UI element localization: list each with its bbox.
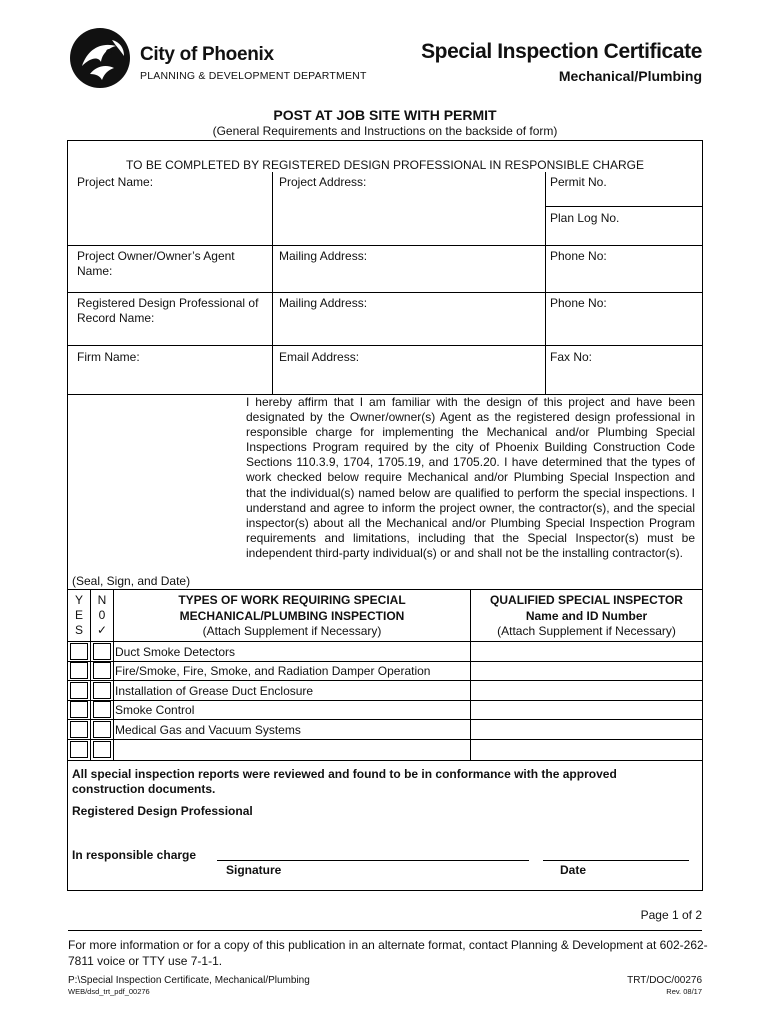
footer-divider <box>68 930 702 931</box>
document-subtitle: Mechanical/Plumbing <box>558 68 702 84</box>
work-type-medical-gas: Medical Gas and Vacuum Systems <box>115 723 301 737</box>
owner-agent-label <box>77 249 235 279</box>
document-number: TRT/DOC/00276 <box>627 975 702 986</box>
divider <box>272 172 273 394</box>
work-type-grease-duct: Installation of Grease Duct Enclosure <box>115 684 314 698</box>
rdp-record-label-line1: Registered Design Professional of <box>77 296 259 310</box>
plan-log-no-label: Plan Log No. <box>550 211 620 225</box>
work-type-header-line2: MECHANICAL/PLUMBING INSPECTION <box>179 608 405 623</box>
yes-letter: E <box>74 608 83 622</box>
no-checkbox[interactable] <box>93 662 111 679</box>
inspector-field[interactable] <box>471 720 702 739</box>
web-code: WEB/dsd_trt_pdf_00276 <box>68 987 150 996</box>
divider <box>67 245 703 246</box>
yes-letter: Y <box>74 593 83 607</box>
affirmation-text: I hereby affirm that I am familiar with the design of this project and have been designated by the Owner/owner(s) Agent as the registered design professional in responsible charge for implementing the Mechanical and/or Plumbing Special Inspections Program required by the city of Phoenix Building Construction Code Sections 110.3.9, 1704, 1705.19, and 1705.20. I have determined that the types of work checked below require Mechanical and/or Plumbing Special Inspection and that the individual(s) named below are qualified to perform the special inspections. I understand and agree to inform the project owner, the contractor(s), and the special inspector(s) about all the Mechanical and/or Plumbing Special Inspection Program requirements and limitations, including that the Special Inspector(s) must be independent third-party individual(s) or and shall not be the installing contractor(s). <box>246 395 695 560</box>
conformance-statement: All special inspection reports were reviewed and found to be in conformance with the approved construction documents. <box>72 767 617 796</box>
document-title: Special Inspection Certificate <box>421 40 702 63</box>
phone-no-label: Phone No: <box>550 296 607 310</box>
revision: Rev. 08/17 <box>666 987 702 996</box>
work-type-header-line3: (Attach Supplement if Necessary) <box>202 624 382 638</box>
no-checkbox[interactable] <box>93 721 111 738</box>
seal-label: (Seal, Sign, and Date) <box>72 574 191 588</box>
inspector-header-line3: (Attach Supplement if Necessary) <box>497 624 676 638</box>
work-type-duct-smoke-detectors: Duct Smoke Detectors <box>115 645 236 659</box>
fax-no-label: Fax No: <box>550 350 593 364</box>
inspector-header <box>471 593 702 640</box>
rdp-label: Registered Design Professional <box>72 804 253 818</box>
firm-name-label: Firm Name: <box>77 350 140 364</box>
general-requirements-note: (General Requirements and Instructions on the backside of form) <box>212 124 558 138</box>
mailing-address-label: Mailing Address: <box>279 249 368 263</box>
mailing-address-label: Mailing Address: <box>279 296 368 310</box>
owner-agent-label-line2: Name: <box>77 264 113 278</box>
project-address-label: Project Address: <box>279 175 367 189</box>
yes-checkbox[interactable] <box>70 662 88 679</box>
divider <box>67 292 703 293</box>
divider <box>90 589 91 760</box>
post-notice: POST AT JOB SITE WITH PERMIT <box>273 107 497 123</box>
no-letter: 0 <box>98 608 106 622</box>
work-type-header-line1: TYPES OF WORK REQUIRING SPECIAL <box>178 593 406 607</box>
section-heading: TO BE COMPLETED BY REGISTERED DESIGN PROFESSIONAL IN RESPONSIBLE CHARGE <box>126 158 644 172</box>
in-charge-label: In responsible charge <box>72 848 197 862</box>
work-type-smoke-control: Smoke Control <box>115 703 195 717</box>
owner-agent-label-line1: Project Owner/Owner’s Agent <box>77 249 235 263</box>
inspector-header-line2: Name and ID Number <box>525 608 648 623</box>
email-address-label: Email Address: <box>279 350 360 364</box>
checkmark-icon: ✓ <box>96 623 108 637</box>
phoenix-logo-icon <box>68 26 132 90</box>
signature-line[interactable] <box>217 860 529 861</box>
signature-label: Signature <box>226 863 282 877</box>
permit-no-label: Permit No. <box>550 175 607 189</box>
divider <box>67 345 703 346</box>
file-path: P:\Special Inspection Certificate, Mechanical/Plumbing <box>68 975 310 986</box>
no-checkbox[interactable] <box>93 701 111 718</box>
divider <box>545 206 703 207</box>
inspector-field[interactable] <box>471 681 702 700</box>
inspector-field[interactable] <box>471 642 702 661</box>
date-label: Date <box>560 863 587 877</box>
yes-checkbox[interactable] <box>70 643 88 660</box>
divider <box>545 172 546 394</box>
yes-checkbox[interactable] <box>70 721 88 738</box>
project-name-label: Project Name: <box>77 175 154 189</box>
yes-letter: S <box>74 623 83 637</box>
phone-no-label: Phone No: <box>550 249 607 263</box>
work-type-header <box>114 593 470 640</box>
inspector-header-line1: QUALIFIED SPECIAL INSPECTOR <box>490 593 683 607</box>
rdp-record-label-line2: Record Name: <box>77 311 155 325</box>
org-name: City of Phoenix <box>140 44 274 65</box>
yes-checkbox[interactable] <box>70 741 88 758</box>
yes-checkbox[interactable] <box>70 682 88 699</box>
no-checkbox[interactable] <box>93 741 111 758</box>
divider <box>67 760 703 761</box>
yes-checkbox[interactable] <box>70 701 88 718</box>
no-checkbox[interactable] <box>93 682 111 699</box>
inspector-field[interactable] <box>471 740 702 760</box>
date-line[interactable] <box>543 860 689 861</box>
no-letter: N <box>97 593 107 607</box>
contact-info: For more information or for a copy of this publication in an alternate format, contact Planning & Development at 602-262-7811 voice or TTY use 7-1-1. <box>68 938 708 968</box>
department-name: PLANNING & DEVELOPMENT DEPARTMENT <box>140 70 367 82</box>
inspector-field[interactable] <box>471 701 702 719</box>
no-checkbox[interactable] <box>93 643 111 660</box>
rdp-record-label <box>77 296 258 326</box>
inspector-field[interactable] <box>471 662 702 680</box>
page-number: Page 1 of 2 <box>640 908 702 922</box>
divider <box>67 589 703 590</box>
work-type-damper-operation: Fire/Smoke, Fire, Smoke, and Radiation Damper Operation <box>115 664 431 678</box>
